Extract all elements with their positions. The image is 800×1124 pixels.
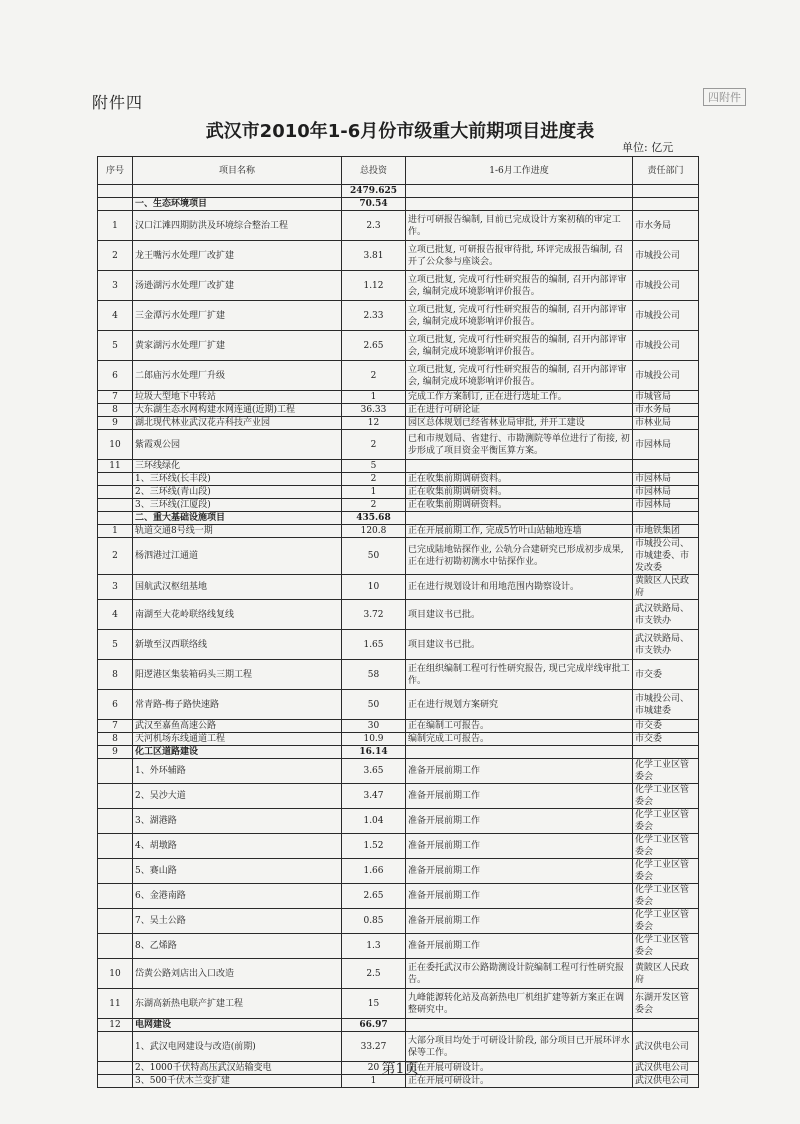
cell-no: 11 (98, 989, 133, 1019)
cell-no (98, 499, 133, 512)
cell-investment: 1 (342, 486, 406, 499)
cell-no (98, 834, 133, 859)
cell-name: 湖北现代林业武汉花卉科技产业园 (133, 417, 342, 430)
cell-investment: 1.65 (342, 630, 406, 660)
cell-progress: 正在收集前期调研资料。 (406, 473, 633, 486)
cell-dept: 市地铁集团 (633, 525, 699, 538)
cell-dept: 市城投公司 (633, 241, 699, 271)
cell-investment: 3.65 (342, 759, 406, 784)
cell-no (98, 809, 133, 834)
cell-name: 二、重大基础设施项目 (133, 512, 342, 525)
table-row (98, 834, 699, 859)
cell-investment: 0.85 (342, 909, 406, 934)
cell-no: 11 (98, 460, 133, 473)
table-row (98, 211, 699, 241)
cell-investment: 2.5 (342, 959, 406, 989)
cell-dept: 市城管局 (633, 391, 699, 404)
cell-dept: 化学工业区管委会 (633, 784, 699, 809)
cell-no (98, 934, 133, 959)
corner-stamp: 四附件 (703, 88, 746, 106)
cell-progress: 立项已批复, 完成可行性研究报告的编制, 召开内部评审会, 编制完成环境影响评价报告。 (406, 331, 633, 361)
cell-progress: 已完成陆地钻探作业, 公轨分合建研究已形成初步成果, 正在进行初勘初测水中钻探作业。 (406, 538, 633, 575)
cell-dept (633, 1019, 699, 1032)
table-row (98, 185, 699, 198)
table-row (98, 301, 699, 331)
cell-progress: 大部分项目均处于可研设计阶段, 部分项目已开展环评水保等工作。 (406, 1032, 633, 1062)
cell-no: 10 (98, 430, 133, 460)
table-row (98, 759, 699, 784)
table-row (98, 241, 699, 271)
cell-no: 7 (98, 391, 133, 404)
cell-progress: 园区总体规划已经省林业局审批, 并开工建设 (406, 417, 633, 430)
cell-progress (406, 185, 633, 198)
table-row (98, 720, 699, 733)
cell-investment: 36.33 (342, 404, 406, 417)
cell-investment: 2.3 (342, 211, 406, 241)
cell-name: 1、三环线(长丰段) (133, 473, 342, 486)
cell-dept: 武汉供电公司 (633, 1032, 699, 1062)
table-row (98, 859, 699, 884)
cell-dept: 市城投公司、市城建委 (633, 690, 699, 720)
cell-progress: 已和市规划局、省建行、市勘测院等单位进行了衔接, 初步形成了项目资金平衡匡算方案。 (406, 430, 633, 460)
cell-no (98, 1032, 133, 1062)
cell-no: 9 (98, 746, 133, 759)
cell-progress (406, 1019, 633, 1032)
col-header-progress: 1-6月工作进度 (406, 157, 633, 185)
cell-dept: 市交委 (633, 733, 699, 746)
cell-progress: 九峰能源转化站及高新热电厂机组扩建等新方案正在调整研究中。 (406, 989, 633, 1019)
cell-investment: 1.3 (342, 934, 406, 959)
cell-dept: 化学工业区管委会 (633, 759, 699, 784)
cell-name: 6、金港南路 (133, 884, 342, 909)
cell-no (98, 198, 133, 211)
cell-investment: 30 (342, 720, 406, 733)
cell-investment: 50 (342, 690, 406, 720)
cell-dept: 市城投公司 (633, 271, 699, 301)
table-row (98, 1032, 699, 1062)
cell-investment: 3.47 (342, 784, 406, 809)
cell-dept: 化学工业区管委会 (633, 834, 699, 859)
cell-investment: 1.12 (342, 271, 406, 301)
cell-progress: 立项已批复, 完成可行性研究报告的编制, 召开内部评审会, 编制完成环境影响评价报告。 (406, 301, 633, 331)
cell-name: 4、胡墩路 (133, 834, 342, 859)
cell-progress: 正在委托武汉市公路勘测设计院编制工程可行性研究报告。 (406, 959, 633, 989)
cell-name (133, 185, 342, 198)
cell-name: 化工区道路建设 (133, 746, 342, 759)
cell-name: 南湖至大花岭联络线复线 (133, 600, 342, 630)
cell-name: 三环线绿化 (133, 460, 342, 473)
cell-no: 3 (98, 575, 133, 600)
table-header-row (98, 157, 699, 185)
cell-investment: 33.27 (342, 1032, 406, 1062)
table-row (98, 361, 699, 391)
cell-progress: 编制完成工可报告。 (406, 733, 633, 746)
cell-progress: 正在进行规划方案研究 (406, 690, 633, 720)
cell-progress: 准备开展前期工作 (406, 784, 633, 809)
cell-no: 4 (98, 301, 133, 331)
cell-investment: 2479.625 (342, 185, 406, 198)
cell-no (98, 759, 133, 784)
cell-progress: 立项已批复, 完成可行性研究报告的编制, 召开内部评审会, 编制完成环境影响评价报告。 (406, 271, 633, 301)
cell-name: 轨道交通8号线一期 (133, 525, 342, 538)
cell-dept: 市园林局 (633, 499, 699, 512)
cell-no (98, 884, 133, 909)
attachment-label: 附件四 (92, 93, 144, 112)
col-header-investment: 总投资 (342, 157, 406, 185)
table-row (98, 499, 699, 512)
cell-dept: 武汉供电公司 (633, 1075, 699, 1088)
cell-dept: 黄陂区人民政府 (633, 575, 699, 600)
table-row (98, 690, 699, 720)
cell-name: 三金潭污水处理厂扩建 (133, 301, 342, 331)
cell-dept: 武汉铁路局、市支铁办 (633, 600, 699, 630)
cell-investment: 10 (342, 575, 406, 600)
cell-name: 岱黄公路刘店出入口改造 (133, 959, 342, 989)
cell-progress: 正在进行规划设计和用地范围内勘察设计。 (406, 575, 633, 600)
cell-no (98, 486, 133, 499)
cell-no (98, 859, 133, 884)
table-row (98, 746, 699, 759)
cell-dept: 市水务局 (633, 211, 699, 241)
cell-dept (633, 460, 699, 473)
cell-name: 武汉至嘉鱼高速公路 (133, 720, 342, 733)
cell-progress: 正在进行可研论证 (406, 404, 633, 417)
cell-no: 2 (98, 538, 133, 575)
cell-name: 国航武汉枢纽基地 (133, 575, 342, 600)
cell-dept: 东湖开发区管委会 (633, 989, 699, 1019)
cell-dept: 武汉铁路局、市支铁办 (633, 630, 699, 660)
cell-name: 新墩至汉西联络线 (133, 630, 342, 660)
cell-investment: 70.54 (342, 198, 406, 211)
cell-name: 2、1000千伏特高压武汉站输变电 (133, 1062, 342, 1075)
cell-name: 汉口江滩四期防洪及环境综合整治工程 (133, 211, 342, 241)
cell-name: 3、湖港路 (133, 809, 342, 834)
cell-dept: 市城投公司 (633, 331, 699, 361)
cell-investment: 2.65 (342, 884, 406, 909)
cell-name: 一、生态环境项目 (133, 198, 342, 211)
table-row (98, 575, 699, 600)
cell-name: 垃圾大型地下中转站 (133, 391, 342, 404)
cell-name: 紫霞观公园 (133, 430, 342, 460)
cell-investment: 435.68 (342, 512, 406, 525)
cell-dept: 市城投公司 (633, 361, 699, 391)
cell-name: 1、武汉电网建设与改造(前期) (133, 1032, 342, 1062)
cell-progress: 准备开展前期工作 (406, 884, 633, 909)
cell-dept (633, 746, 699, 759)
cell-name: 大东湖生态水网构建水网连通(近期)工程 (133, 404, 342, 417)
cell-progress: 准备开展前期工作 (406, 834, 633, 859)
cell-no: 8 (98, 660, 133, 690)
col-header-no: 序号 (98, 157, 133, 185)
cell-name: 8、乙烯路 (133, 934, 342, 959)
cell-progress (406, 460, 633, 473)
cell-name: 3、500千伏木兰变扩建 (133, 1075, 342, 1088)
cell-progress: 正在开展可研设计。 (406, 1075, 633, 1088)
cell-investment: 58 (342, 660, 406, 690)
cell-dept (633, 185, 699, 198)
cell-no: 3 (98, 271, 133, 301)
table-row (98, 884, 699, 909)
page-number: 第1页 (381, 1061, 419, 1077)
page-title: 武汉市2010年1-6月份市级重大前期项目进度表 (205, 121, 595, 142)
cell-investment: 12 (342, 417, 406, 430)
cell-no: 9 (98, 417, 133, 430)
cell-investment: 2.33 (342, 301, 406, 331)
cell-progress (406, 746, 633, 759)
cell-dept: 市水务局 (633, 404, 699, 417)
cell-dept: 市园林局 (633, 430, 699, 460)
table-row (98, 198, 699, 211)
cell-investment: 1 (342, 391, 406, 404)
cell-progress: 完成工作方案制订, 正在进行选址工作。 (406, 391, 633, 404)
cell-progress: 正在编制工可报告。 (406, 720, 633, 733)
cell-progress (406, 512, 633, 525)
cell-progress: 准备开展前期工作 (406, 909, 633, 934)
cell-progress: 项目建议书已批。 (406, 600, 633, 630)
cell-investment: 1.52 (342, 834, 406, 859)
progress-table (97, 156, 699, 1088)
cell-dept (633, 512, 699, 525)
cell-name: 天河机场东线通道工程 (133, 733, 342, 746)
cell-no: 10 (98, 959, 133, 989)
table-row (98, 417, 699, 430)
cell-name: 7、吴土公路 (133, 909, 342, 934)
col-header-dept: 责任部门 (633, 157, 699, 185)
table-row (98, 404, 699, 417)
cell-investment: 3.72 (342, 600, 406, 630)
cell-progress (406, 198, 633, 211)
table-row (98, 525, 699, 538)
cell-progress: 正在组织编制工程可行性研究报告, 现已完成岸线审批工作。 (406, 660, 633, 690)
table-row (98, 391, 699, 404)
col-header-name: 项目名称 (133, 157, 342, 185)
table-row (98, 430, 699, 460)
table-row (98, 989, 699, 1019)
cell-name: 二郎庙污水处理厂升级 (133, 361, 342, 391)
cell-progress: 项目建议书已批。 (406, 630, 633, 660)
cell-no: 6 (98, 361, 133, 391)
cell-name: 黄家湖污水处理厂扩建 (133, 331, 342, 361)
cell-no: 6 (98, 690, 133, 720)
table-row (98, 460, 699, 473)
cell-investment: 2 (342, 499, 406, 512)
cell-dept: 市林业局 (633, 417, 699, 430)
cell-investment: 50 (342, 538, 406, 575)
cell-progress: 进行可研报告编制, 目前已完成设计方案初稿的审定工作。 (406, 211, 633, 241)
cell-dept: 市园林局 (633, 486, 699, 499)
table-row (98, 733, 699, 746)
cell-investment: 2 (342, 473, 406, 486)
cell-no: 5 (98, 630, 133, 660)
cell-dept (633, 198, 699, 211)
cell-investment: 120.8 (342, 525, 406, 538)
unit-label: 单位: 亿元 (622, 141, 674, 154)
cell-progress: 立项已批复, 完成可行性研究报告的编制, 召开内部评审会, 编制完成环境影响评价报告。 (406, 361, 633, 391)
cell-no: 8 (98, 404, 133, 417)
cell-progress: 正在收集前期调研资料。 (406, 499, 633, 512)
cell-dept: 黄陂区人民政府 (633, 959, 699, 989)
cell-name: 东湖高新热电联产扩建工程 (133, 989, 342, 1019)
cell-progress: 正在开展可研设计。 (406, 1062, 633, 1075)
cell-investment: 1 (342, 1075, 406, 1088)
cell-investment: 1.66 (342, 859, 406, 884)
table-body (98, 185, 699, 1088)
cell-name: 2、三环线(青山段) (133, 486, 342, 499)
cell-investment: 2 (342, 430, 406, 460)
table-row (98, 660, 699, 690)
cell-name: 汤逊湖污水处理厂改扩建 (133, 271, 342, 301)
cell-investment: 20 (342, 1062, 406, 1075)
cell-dept: 市园林局 (633, 473, 699, 486)
cell-name: 2、吴沙大道 (133, 784, 342, 809)
table-row (98, 271, 699, 301)
cell-no: 2 (98, 241, 133, 271)
cell-progress: 准备开展前期工作 (406, 934, 633, 959)
cell-dept: 市交委 (633, 720, 699, 733)
cell-investment: 66.97 (342, 1019, 406, 1032)
cell-investment: 2.65 (342, 331, 406, 361)
cell-name: 龙王嘴污水处理厂改扩建 (133, 241, 342, 271)
cell-no (98, 909, 133, 934)
cell-no (98, 512, 133, 525)
cell-dept: 化学工业区管委会 (633, 884, 699, 909)
table-row (98, 909, 699, 934)
cell-investment: 3.81 (342, 241, 406, 271)
table-row (98, 512, 699, 525)
cell-no: 12 (98, 1019, 133, 1032)
table-row (98, 809, 699, 834)
cell-no: 1 (98, 525, 133, 538)
cell-name: 3、三环线(江厦段) (133, 499, 342, 512)
cell-no (98, 473, 133, 486)
cell-progress: 准备开展前期工作 (406, 809, 633, 834)
cell-dept: 市城投公司 (633, 301, 699, 331)
cell-investment: 10.9 (342, 733, 406, 746)
cell-no: 1 (98, 211, 133, 241)
table-row (98, 486, 699, 499)
cell-name: 杨泗港过江通道 (133, 538, 342, 575)
cell-investment: 2 (342, 361, 406, 391)
cell-no (98, 784, 133, 809)
cell-dept: 市城投公司、市城建委、市发改委 (633, 538, 699, 575)
cell-name: 电网建设 (133, 1019, 342, 1032)
table-row (98, 959, 699, 989)
cell-dept: 市交委 (633, 660, 699, 690)
cell-no: 8 (98, 733, 133, 746)
cell-dept: 化学工业区管委会 (633, 859, 699, 884)
cell-investment: 5 (342, 460, 406, 473)
table-row (98, 934, 699, 959)
table-row (98, 630, 699, 660)
cell-name: 5、赛山路 (133, 859, 342, 884)
cell-no (98, 185, 133, 198)
table-row (98, 1019, 699, 1032)
table-row (98, 331, 699, 361)
table-row (98, 538, 699, 575)
cell-investment: 1.04 (342, 809, 406, 834)
table-row (98, 473, 699, 486)
cell-name: 常青路-梅子路快速路 (133, 690, 342, 720)
cell-name: 阳逻港区集装箱码头三期工程 (133, 660, 342, 690)
cell-progress: 立项已批复, 可研报告报审待批, 环评完成报告编制, 召开了公众参与座谈会。 (406, 241, 633, 271)
cell-dept: 化学工业区管委会 (633, 934, 699, 959)
cell-dept: 化学工业区管委会 (633, 909, 699, 934)
cell-no: 4 (98, 600, 133, 630)
table-row (98, 600, 699, 630)
cell-no: 7 (98, 720, 133, 733)
cell-no: 5 (98, 331, 133, 361)
cell-investment: 15 (342, 989, 406, 1019)
cell-dept: 化学工业区管委会 (633, 809, 699, 834)
table-row (98, 784, 699, 809)
cell-progress: 准备开展前期工作 (406, 759, 633, 784)
cell-investment: 16.14 (342, 746, 406, 759)
cell-name: 1、外环辅路 (133, 759, 342, 784)
cell-progress: 准备开展前期工作 (406, 859, 633, 884)
cell-progress: 正在收集前期调研资料。 (406, 486, 633, 499)
cell-dept: 武汉供电公司 (633, 1062, 699, 1075)
cell-progress: 正在开展前期工作, 完成5竹叶山站轴地连墙 (406, 525, 633, 538)
